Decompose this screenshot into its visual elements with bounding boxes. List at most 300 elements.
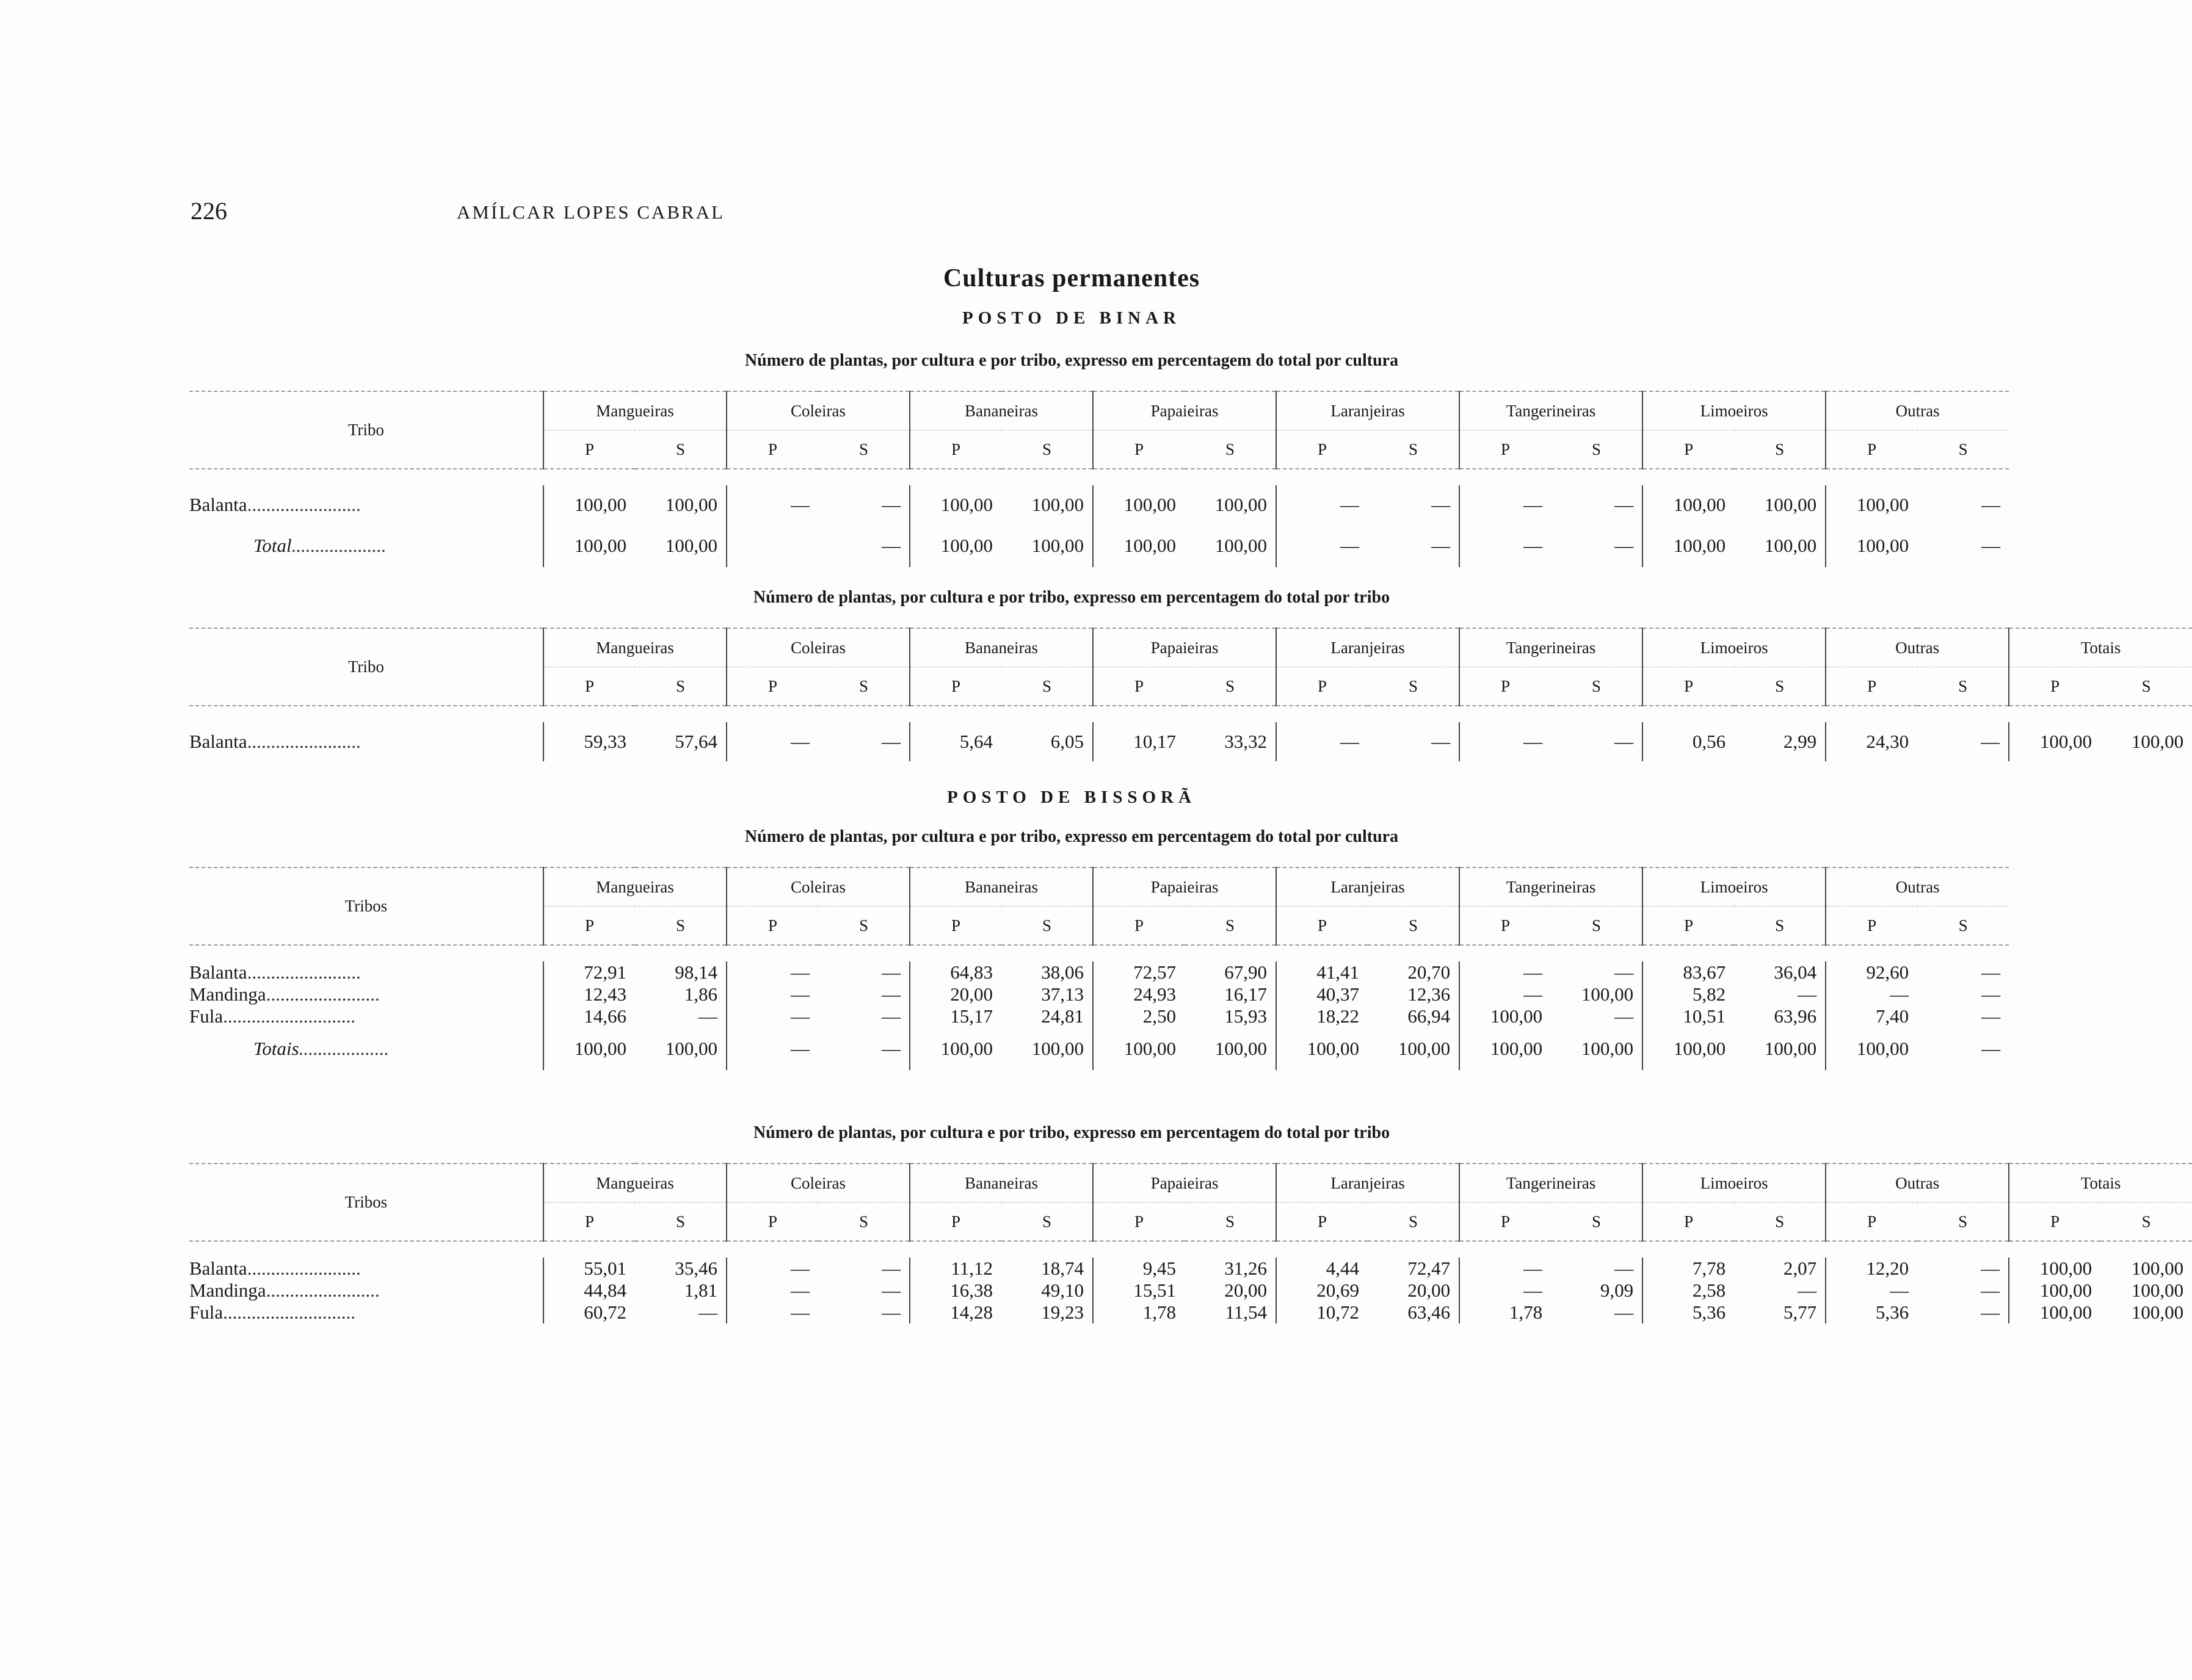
sub-header-s: S xyxy=(818,667,910,706)
table-cell: 100,00 xyxy=(1031,535,1084,556)
column-group-header: Totais xyxy=(2009,628,2192,667)
table-cell: 1,78 xyxy=(1093,1302,1185,1323)
row-label-text: Mandinga xyxy=(189,1280,266,1301)
row-header: Tribo xyxy=(189,628,543,706)
table-cell: 20,00 xyxy=(910,983,1001,1005)
column-group-header: Tangerineiras xyxy=(1459,867,1642,907)
table-cell: — xyxy=(1276,722,1368,761)
data-table xyxy=(189,1163,2192,1323)
table-row xyxy=(189,1258,2192,1280)
table-cell: 7,78 xyxy=(1642,1258,1734,1280)
table-cell: 100,00 xyxy=(2131,1258,2184,1279)
sub-header-p: P xyxy=(1276,907,1368,946)
table-cell: 100,00 xyxy=(665,494,717,515)
leader-dots: ........................ xyxy=(247,494,361,515)
column-group-header: Bananeiras xyxy=(910,1164,1093,1203)
table-cell: 2,99 xyxy=(1783,731,1817,752)
sub-header-p: P xyxy=(1642,430,1734,469)
column-group-header: Mangueiras xyxy=(543,1164,727,1203)
sub-header-s: S xyxy=(635,1203,727,1242)
table-cell: 10,72 xyxy=(1276,1302,1368,1323)
table-cell: 100,00 xyxy=(1642,485,1734,524)
table-cell: 72,57 xyxy=(1093,961,1185,983)
table-cell: — xyxy=(727,485,818,524)
table-cell: — xyxy=(727,961,818,983)
table-cell: 100,00 xyxy=(1214,1038,1268,1059)
table-cell: 100,00 xyxy=(1826,524,1917,567)
table-cell: 20,00 xyxy=(1224,1280,1268,1301)
table-cell: 2,50 xyxy=(1093,1005,1185,1027)
table-cell: — xyxy=(727,1302,818,1323)
table-cell: 100,00 xyxy=(910,485,1001,524)
column-group-header: Mangueiras xyxy=(543,628,727,667)
table-cell: 16,38 xyxy=(910,1280,1001,1302)
table-cell: 100,00 xyxy=(2009,722,2100,761)
table-cell: — xyxy=(1981,1038,2001,1059)
table-cell: 100,00 xyxy=(1031,1038,1084,1059)
table-cell: — xyxy=(1981,961,2001,983)
table-cell: 100,00 xyxy=(910,524,1001,567)
table-cell: — xyxy=(699,1302,717,1323)
table-cell: 100,00 xyxy=(2009,1258,2100,1280)
table-cell: 14,66 xyxy=(543,1005,635,1027)
table-cell: — xyxy=(727,1005,818,1027)
column-group-header: Papaieiras xyxy=(1093,628,1276,667)
table-cell: 31,26 xyxy=(1224,1258,1268,1279)
row-header: Tribos xyxy=(189,1164,543,1241)
table-caption: Número de plantas, por cultura e por tribo, expresso em percentagem do total por tribo xyxy=(753,588,1390,607)
table-cell: 4,44 xyxy=(1276,1258,1368,1280)
table-cell: 100,00 xyxy=(1642,1027,1734,1070)
column-group-header: Totais xyxy=(2009,1164,2192,1203)
table-cell: 12,20 xyxy=(1826,1258,1917,1280)
table-cell: 5,36 xyxy=(1642,1302,1734,1323)
table-cell: 10,17 xyxy=(1093,722,1185,761)
row-header: Tribos xyxy=(189,867,543,945)
row-label-text: Fula xyxy=(189,1302,223,1323)
row-label xyxy=(189,983,543,1005)
row-label-text: Total xyxy=(253,535,292,556)
column-group-header: Outras xyxy=(1826,1164,2009,1203)
sub-header-p: P xyxy=(1093,667,1185,706)
table-cell: 64,83 xyxy=(910,961,1001,983)
table-cell: 9,09 xyxy=(1600,1280,1634,1301)
row-label-text: Balanta xyxy=(189,731,247,752)
sub-header-p: P xyxy=(727,907,818,946)
table-cell: — xyxy=(727,1280,818,1302)
column-group-header: Coleiras xyxy=(727,1164,910,1203)
leader-dots: ........................ xyxy=(266,983,380,1005)
table-cell: — xyxy=(882,731,901,752)
sub-header-s: S xyxy=(1917,1203,2009,1242)
table-cell: 12,43 xyxy=(543,983,635,1005)
table-cell: 7,40 xyxy=(1826,1005,1917,1027)
table-cell: — xyxy=(1614,535,1634,556)
table-row xyxy=(189,983,2009,1005)
table-cell: 24,93 xyxy=(1093,983,1185,1005)
table-cell: 6,05 xyxy=(1050,731,1084,752)
leader-dots: .................... xyxy=(291,535,387,556)
table-cell: 72,91 xyxy=(543,961,635,983)
table-cell: 5,64 xyxy=(910,722,1001,761)
table-row xyxy=(189,1005,2009,1027)
table-cell: — xyxy=(1459,485,1551,524)
table-cell: — xyxy=(1981,1005,2001,1027)
table-cell: — xyxy=(882,1005,901,1027)
column-group-header: Coleiras xyxy=(727,867,910,907)
table-cell: 63,96 xyxy=(1774,1005,1817,1027)
table-cell: 100,00 xyxy=(1031,494,1084,515)
table-cell: — xyxy=(882,1280,901,1301)
row-label-text: Balanta xyxy=(189,1258,247,1279)
sub-header-p: P xyxy=(1826,1203,1917,1242)
table-cell: 41,41 xyxy=(1276,961,1368,983)
table-cell: 15,17 xyxy=(910,1005,1001,1027)
row-label xyxy=(189,524,543,567)
sub-header-s: S xyxy=(1551,667,1642,706)
row-label xyxy=(189,961,543,983)
sub-header-p: P xyxy=(727,430,818,469)
leader-dots: ........................ xyxy=(247,1258,361,1279)
sub-header-p: P xyxy=(1276,667,1368,706)
table-cell: — xyxy=(1459,524,1551,567)
sub-header-p: P xyxy=(910,667,1001,706)
table-cell: 100,00 xyxy=(1764,1038,1817,1059)
sub-header-s: S xyxy=(1185,907,1276,946)
leader-dots: ................... xyxy=(299,1038,389,1059)
sub-header-s: S xyxy=(1917,430,2009,469)
table-cell: — xyxy=(1798,1280,1817,1301)
table-cell: — xyxy=(727,983,818,1005)
table-cell: 92,60 xyxy=(1826,961,1917,983)
column-group-header: Papaieiras xyxy=(1093,1164,1276,1203)
table-cell: 1,78 xyxy=(1459,1302,1551,1323)
table-cell: — xyxy=(882,961,901,983)
row-label xyxy=(189,722,543,761)
table-cell: — xyxy=(1459,961,1551,983)
table-cell: 20,69 xyxy=(1276,1280,1368,1302)
table-cell: 100,00 xyxy=(665,1038,717,1059)
table-cell: — xyxy=(882,1038,901,1059)
sub-header-p: P xyxy=(1093,907,1185,946)
sub-header-s: S xyxy=(1001,907,1093,946)
sub-header-s: S xyxy=(1551,1203,1642,1242)
table-cell: 33,32 xyxy=(1224,731,1268,752)
table-cell: — xyxy=(1614,1005,1634,1027)
table-cell: 83,67 xyxy=(1642,961,1734,983)
sub-header-s: S xyxy=(1734,430,1826,469)
table-cell: — xyxy=(882,1302,901,1323)
table-cell: — xyxy=(727,722,818,761)
sub-header-p: P xyxy=(1459,430,1551,469)
sub-header-p: P xyxy=(543,430,635,469)
column-group-header: Mangueiras xyxy=(543,867,727,907)
sub-header-s: S xyxy=(1001,667,1093,706)
table-cell: 11,54 xyxy=(1225,1302,1268,1323)
table-cell: 100,00 xyxy=(1093,485,1185,524)
sub-header-p: P xyxy=(543,1203,635,1242)
table-cell: 5,36 xyxy=(1826,1302,1917,1323)
sub-header-s: S xyxy=(818,1203,910,1242)
sub-header-p: P xyxy=(1826,667,1917,706)
sub-header-p: P xyxy=(910,907,1001,946)
sub-header-p: P xyxy=(2009,667,2100,706)
table-cell: 100,00 xyxy=(1276,1027,1368,1070)
table-cell: 16,17 xyxy=(1224,983,1268,1005)
table-cell: — xyxy=(1614,1258,1634,1279)
sub-header-s: S xyxy=(1368,907,1459,946)
table-cell: 55,01 xyxy=(543,1258,635,1280)
sub-header-s: S xyxy=(1368,430,1459,469)
column-group-header: Coleiras xyxy=(727,628,910,667)
column-group-header: Limoeiros xyxy=(1642,1164,1826,1203)
sub-header-p: P xyxy=(1642,907,1734,946)
table-cell: 59,33 xyxy=(543,722,635,761)
column-group-header: Laranjeiras xyxy=(1276,1164,1459,1203)
table-cell: 0,56 xyxy=(1642,722,1734,761)
table-cell: 98,14 xyxy=(675,961,717,983)
table-cell: 66,94 xyxy=(1407,1005,1451,1027)
table-cell: 10,51 xyxy=(1642,1005,1734,1027)
table-cell: — xyxy=(1614,494,1634,515)
table-cell: 35,46 xyxy=(675,1258,717,1279)
column-group-header: Limoeiros xyxy=(1642,867,1826,907)
table-cell: 100,00 xyxy=(1214,494,1268,515)
table-cell: 24,30 xyxy=(1826,722,1917,761)
sub-header-p: P xyxy=(1459,1203,1551,1242)
row-label xyxy=(189,485,543,524)
table-cell: 18,22 xyxy=(1276,1005,1368,1027)
leader-dots: ............................ xyxy=(223,1005,356,1027)
table-cell: 100,00 xyxy=(2131,731,2184,752)
table-cell: 1,86 xyxy=(684,983,717,1005)
table-cell: — xyxy=(1459,1280,1551,1302)
row-label xyxy=(189,1027,543,1070)
table-row xyxy=(189,485,2009,524)
column-group-header: Bananeiras xyxy=(910,628,1093,667)
sub-header-p: P xyxy=(727,1203,818,1242)
table-cell: 15,93 xyxy=(1224,1005,1268,1027)
table-cell: 100,00 xyxy=(1642,524,1734,567)
sub-header-p: P xyxy=(1459,667,1551,706)
sub-header-p: P xyxy=(910,1203,1001,1242)
table-cell: 100,00 xyxy=(1459,1027,1551,1070)
posto-bissora-heading: POSTO DE BISSORÃ xyxy=(947,788,1196,807)
column-group-header: Tangerineiras xyxy=(1459,1164,1642,1203)
row-label xyxy=(189,1280,543,1302)
table-cell: 100,00 xyxy=(1093,524,1185,567)
column-group-header: Bananeiras xyxy=(910,391,1093,430)
column-group-header: Bananeiras xyxy=(910,867,1093,907)
table-cell: 5,82 xyxy=(1642,983,1734,1005)
sub-header-s: S xyxy=(1917,907,2009,946)
sub-header-p: P xyxy=(1276,430,1368,469)
table-cell: — xyxy=(1981,983,2001,1005)
table-cell: — xyxy=(1826,1280,1917,1302)
sub-header-p: P xyxy=(727,667,818,706)
table-caption: Número de plantas, por cultura e por tribo, expresso em percentagem do total por cultura xyxy=(744,827,1399,846)
table-cell: — xyxy=(1981,731,2000,752)
table-cell: 100,00 xyxy=(1581,1038,1634,1059)
row-label xyxy=(189,1302,543,1323)
table-row xyxy=(189,961,2009,983)
table-cell: — xyxy=(1826,983,1917,1005)
table-cell: — xyxy=(1431,731,1451,752)
table-caption: Número de plantas, por cultura e por tribo, expresso em percentagem do total por cultura xyxy=(744,351,1399,370)
table-cell: 18,74 xyxy=(1041,1258,1084,1279)
table-cell: — xyxy=(1981,1258,2000,1279)
table-row xyxy=(189,1280,2192,1302)
sub-header-s: S xyxy=(1734,667,1826,706)
sub-header-s: S xyxy=(1185,430,1276,469)
table-cell: — xyxy=(1431,535,1451,556)
column-group-header: Laranjeiras xyxy=(1276,391,1459,430)
table-cell: 1,81 xyxy=(684,1280,717,1301)
table-cell: 100,00 xyxy=(543,1027,635,1070)
sub-header-s: S xyxy=(818,907,910,946)
table-cell: — xyxy=(727,1258,818,1280)
table-cell: — xyxy=(699,1005,717,1027)
table-cell: — xyxy=(1276,485,1368,524)
column-group-header: Limoeiros xyxy=(1642,391,1826,430)
table-cell: — xyxy=(882,1258,901,1279)
table-cell: 100,00 xyxy=(543,485,635,524)
table-cell: — xyxy=(727,1027,818,1070)
data-table xyxy=(189,867,2009,1070)
table-cell xyxy=(727,524,818,567)
sub-header-s: S xyxy=(2100,667,2192,706)
table-cell: 100,00 xyxy=(1459,1005,1551,1027)
row-label xyxy=(189,1005,543,1027)
table-cell: — xyxy=(1459,1258,1551,1280)
table-cell: 100,00 xyxy=(1764,535,1817,556)
table-caption: Número de plantas, por cultura e por tribo, expresso em percentagem do total por tribo xyxy=(753,1123,1390,1142)
table-cell: — xyxy=(1981,535,2001,556)
sub-header-p: P xyxy=(1642,1203,1734,1242)
table-cell: — xyxy=(1981,494,2001,515)
sub-header-s: S xyxy=(635,907,727,946)
leader-dots: ........................ xyxy=(266,1280,380,1301)
table-cell: — xyxy=(1614,731,1634,752)
sub-header-s: S xyxy=(1001,1203,1093,1242)
page-title: Culturas permanentes xyxy=(943,264,1200,292)
sub-header-p: P xyxy=(1093,1203,1185,1242)
row-label-text: Totais xyxy=(253,1038,299,1059)
sub-header-p: P xyxy=(1826,430,1917,469)
sub-header-s: S xyxy=(2100,1203,2192,1242)
sub-header-s: S xyxy=(1001,430,1093,469)
table-cell: 67,90 xyxy=(1224,961,1268,983)
sub-header-s: S xyxy=(1551,430,1642,469)
table-cell: — xyxy=(1459,983,1551,1005)
sub-header-s: S xyxy=(1734,1203,1826,1242)
table-row xyxy=(189,1302,2192,1323)
leader-dots: ........................ xyxy=(247,961,361,983)
running-head: AMÍLCAR LOPES CABRAL xyxy=(457,201,725,223)
table-cell: 38,06 xyxy=(1041,961,1084,983)
table-cell: 49,10 xyxy=(1041,1280,1084,1301)
table-cell: — xyxy=(1459,722,1551,761)
column-group-header: Mangueiras xyxy=(543,391,727,430)
table-cell: 100,00 xyxy=(1826,1027,1917,1070)
data-table xyxy=(189,628,2192,761)
table-row xyxy=(189,722,2192,761)
sub-header-s: S xyxy=(1917,667,2009,706)
table-cell: 100,00 xyxy=(1764,494,1817,515)
sub-header-s: S xyxy=(1368,667,1459,706)
page-number: 226 xyxy=(191,197,227,225)
table-row xyxy=(189,1027,2009,1070)
table-cell: 100,00 xyxy=(543,524,635,567)
table-cell: 12,36 xyxy=(1407,983,1451,1005)
sub-header-p: P xyxy=(543,907,635,946)
sub-header-s: S xyxy=(1185,667,1276,706)
table-cell: — xyxy=(1276,524,1368,567)
table-cell: 100,00 xyxy=(2131,1302,2184,1323)
table-cell: 100,00 xyxy=(1093,1027,1185,1070)
table-cell: 15,51 xyxy=(1093,1280,1185,1302)
table-cell: 5,77 xyxy=(1783,1302,1817,1323)
sub-header-s: S xyxy=(818,430,910,469)
data-table xyxy=(189,391,2009,567)
table-cell: 19,23 xyxy=(1041,1302,1084,1323)
column-group-header: Laranjeiras xyxy=(1276,867,1459,907)
column-group-header: Outras xyxy=(1826,391,2009,430)
table-cell: 20,70 xyxy=(1407,961,1451,983)
table-cell: 14,28 xyxy=(910,1302,1001,1323)
column-group-header: Outras xyxy=(1826,867,2009,907)
table-cell: 100,00 xyxy=(1826,485,1917,524)
sub-header-p: P xyxy=(1826,907,1917,946)
row-label xyxy=(189,1258,543,1280)
row-label-text: Balanta xyxy=(189,961,247,983)
table-cell: 57,64 xyxy=(675,731,717,752)
table-cell: — xyxy=(1614,961,1634,983)
column-group-header: Papaieiras xyxy=(1093,391,1276,430)
table-cell: 44,84 xyxy=(543,1280,635,1302)
sub-header-p: P xyxy=(1276,1203,1368,1242)
sub-header-p: P xyxy=(2009,1203,2100,1242)
sub-header-p: P xyxy=(910,430,1001,469)
sub-header-p: P xyxy=(1642,667,1734,706)
table-cell: 9,45 xyxy=(1093,1258,1185,1280)
leader-dots: ............................ xyxy=(223,1302,356,1323)
sub-header-p: P xyxy=(1459,907,1551,946)
posto-binar-heading: POSTO DE BINAR xyxy=(962,308,1181,328)
table-cell: 11,12 xyxy=(910,1258,1001,1280)
row-header: Tribo xyxy=(189,391,543,469)
column-group-header: Papaieiras xyxy=(1093,867,1276,907)
sub-header-s: S xyxy=(1734,907,1826,946)
sub-header-p: P xyxy=(543,667,635,706)
table-cell: 100,00 xyxy=(2131,1280,2184,1301)
table-cell: 60,72 xyxy=(543,1302,635,1323)
column-group-header: Tangerineiras xyxy=(1459,391,1642,430)
table-cell: 100,00 xyxy=(2009,1280,2100,1302)
table-cell: 40,37 xyxy=(1276,983,1368,1005)
table-cell: 36,04 xyxy=(1774,961,1817,983)
table-cell: 100,00 xyxy=(910,1027,1001,1070)
table-cell: 37,13 xyxy=(1041,983,1084,1005)
table-row xyxy=(189,524,2009,567)
column-group-header: Outras xyxy=(1826,628,2009,667)
table-cell: 100,00 xyxy=(1214,535,1268,556)
table-cell: — xyxy=(882,983,901,1005)
table-cell: — xyxy=(1614,1302,1634,1323)
sub-header-s: S xyxy=(635,430,727,469)
table-cell: — xyxy=(1981,1280,2000,1301)
table-cell: 24,81 xyxy=(1041,1005,1084,1027)
